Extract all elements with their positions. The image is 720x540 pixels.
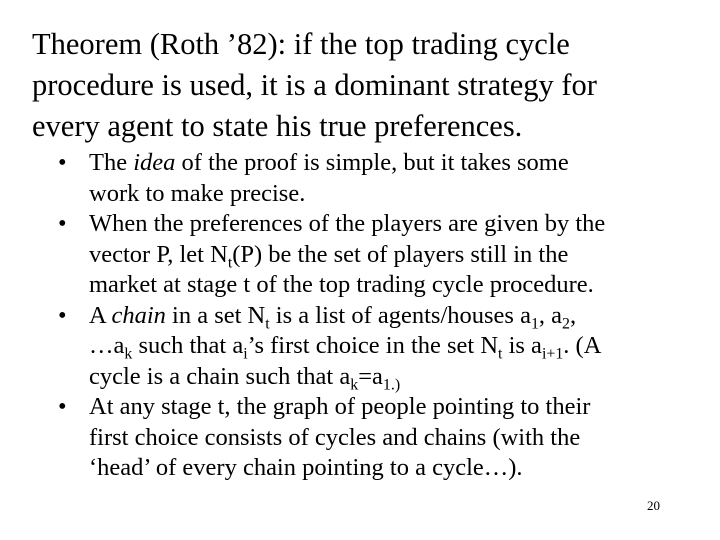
subscript: i+1 (541, 345, 564, 363)
emphasis-text: chain (111, 301, 166, 329)
subscript: t (265, 315, 270, 333)
bullet-marker: • (58, 393, 67, 420)
subscript: k (350, 376, 359, 394)
bullet-item-graph (58, 392, 698, 484)
text-run: (P) be the set of players still in the (232, 240, 569, 268)
bullet-line: When the preferences of the players are given by the (89, 210, 606, 237)
subscript: i (243, 345, 248, 363)
subscript: 2 (562, 315, 570, 333)
title-line: procedure is used, it is a dominant strategy for (32, 68, 597, 102)
text-run: cycle is a chain such that a (89, 362, 351, 390)
bullet-list (58, 148, 698, 484)
text-run: The (89, 149, 134, 176)
title-line: every agent to state his true preferences. (32, 109, 523, 143)
bullet-line: ‘head’ of every chain pointing to a cycle…). (89, 454, 523, 481)
slide-title (32, 24, 692, 147)
bullet-line: At any stage t, the graph of people pointing to their (89, 393, 591, 420)
subscript: 1.) (382, 376, 401, 394)
bullet-line (89, 148, 698, 179)
bullet-line: first choice consists of cycles and chains (with the (89, 423, 581, 451)
text-run: in a set N (165, 301, 266, 329)
text-run: vector P, let N (89, 240, 228, 268)
bullet-item-preferences (58, 209, 698, 301)
emphasis-text: idea (133, 149, 176, 176)
bullet-line (89, 240, 698, 271)
text-run: of the proof is simple, but it takes some (175, 149, 569, 176)
bullet-line (89, 362, 698, 393)
subscript: t (498, 345, 503, 363)
subscript: k (124, 345, 133, 363)
bullet-line: work to make precise. (89, 179, 306, 207)
bullet-line (89, 331, 698, 362)
text-run: is a (502, 332, 542, 359)
subscript: t (227, 254, 233, 272)
bullet-line: market at stage t of the top trading cycle procedure. (89, 271, 594, 298)
text-run: , a (538, 301, 563, 329)
text-run: . (A (563, 332, 602, 359)
bullet-marker: • (58, 301, 67, 329)
bullet-item-idea (58, 148, 698, 209)
bullet-line (89, 301, 698, 332)
text-run: …a (89, 332, 125, 359)
text-run: =a (358, 362, 383, 390)
text-run: ’s first choice in the set N (247, 332, 499, 359)
bullet-marker: • (58, 149, 67, 176)
page-number: 20 (647, 498, 660, 513)
text-run: , (570, 301, 577, 329)
bullet-marker: • (58, 210, 67, 237)
bullet-item-chain (58, 301, 698, 393)
text-run: is a list of agents/houses a (269, 301, 531, 329)
subscript: 1 (530, 315, 539, 333)
title-line: Theorem (Roth ’82): if the top trading cycle (32, 27, 570, 61)
text-run: A (89, 301, 112, 329)
text-run: such that a (132, 332, 244, 359)
